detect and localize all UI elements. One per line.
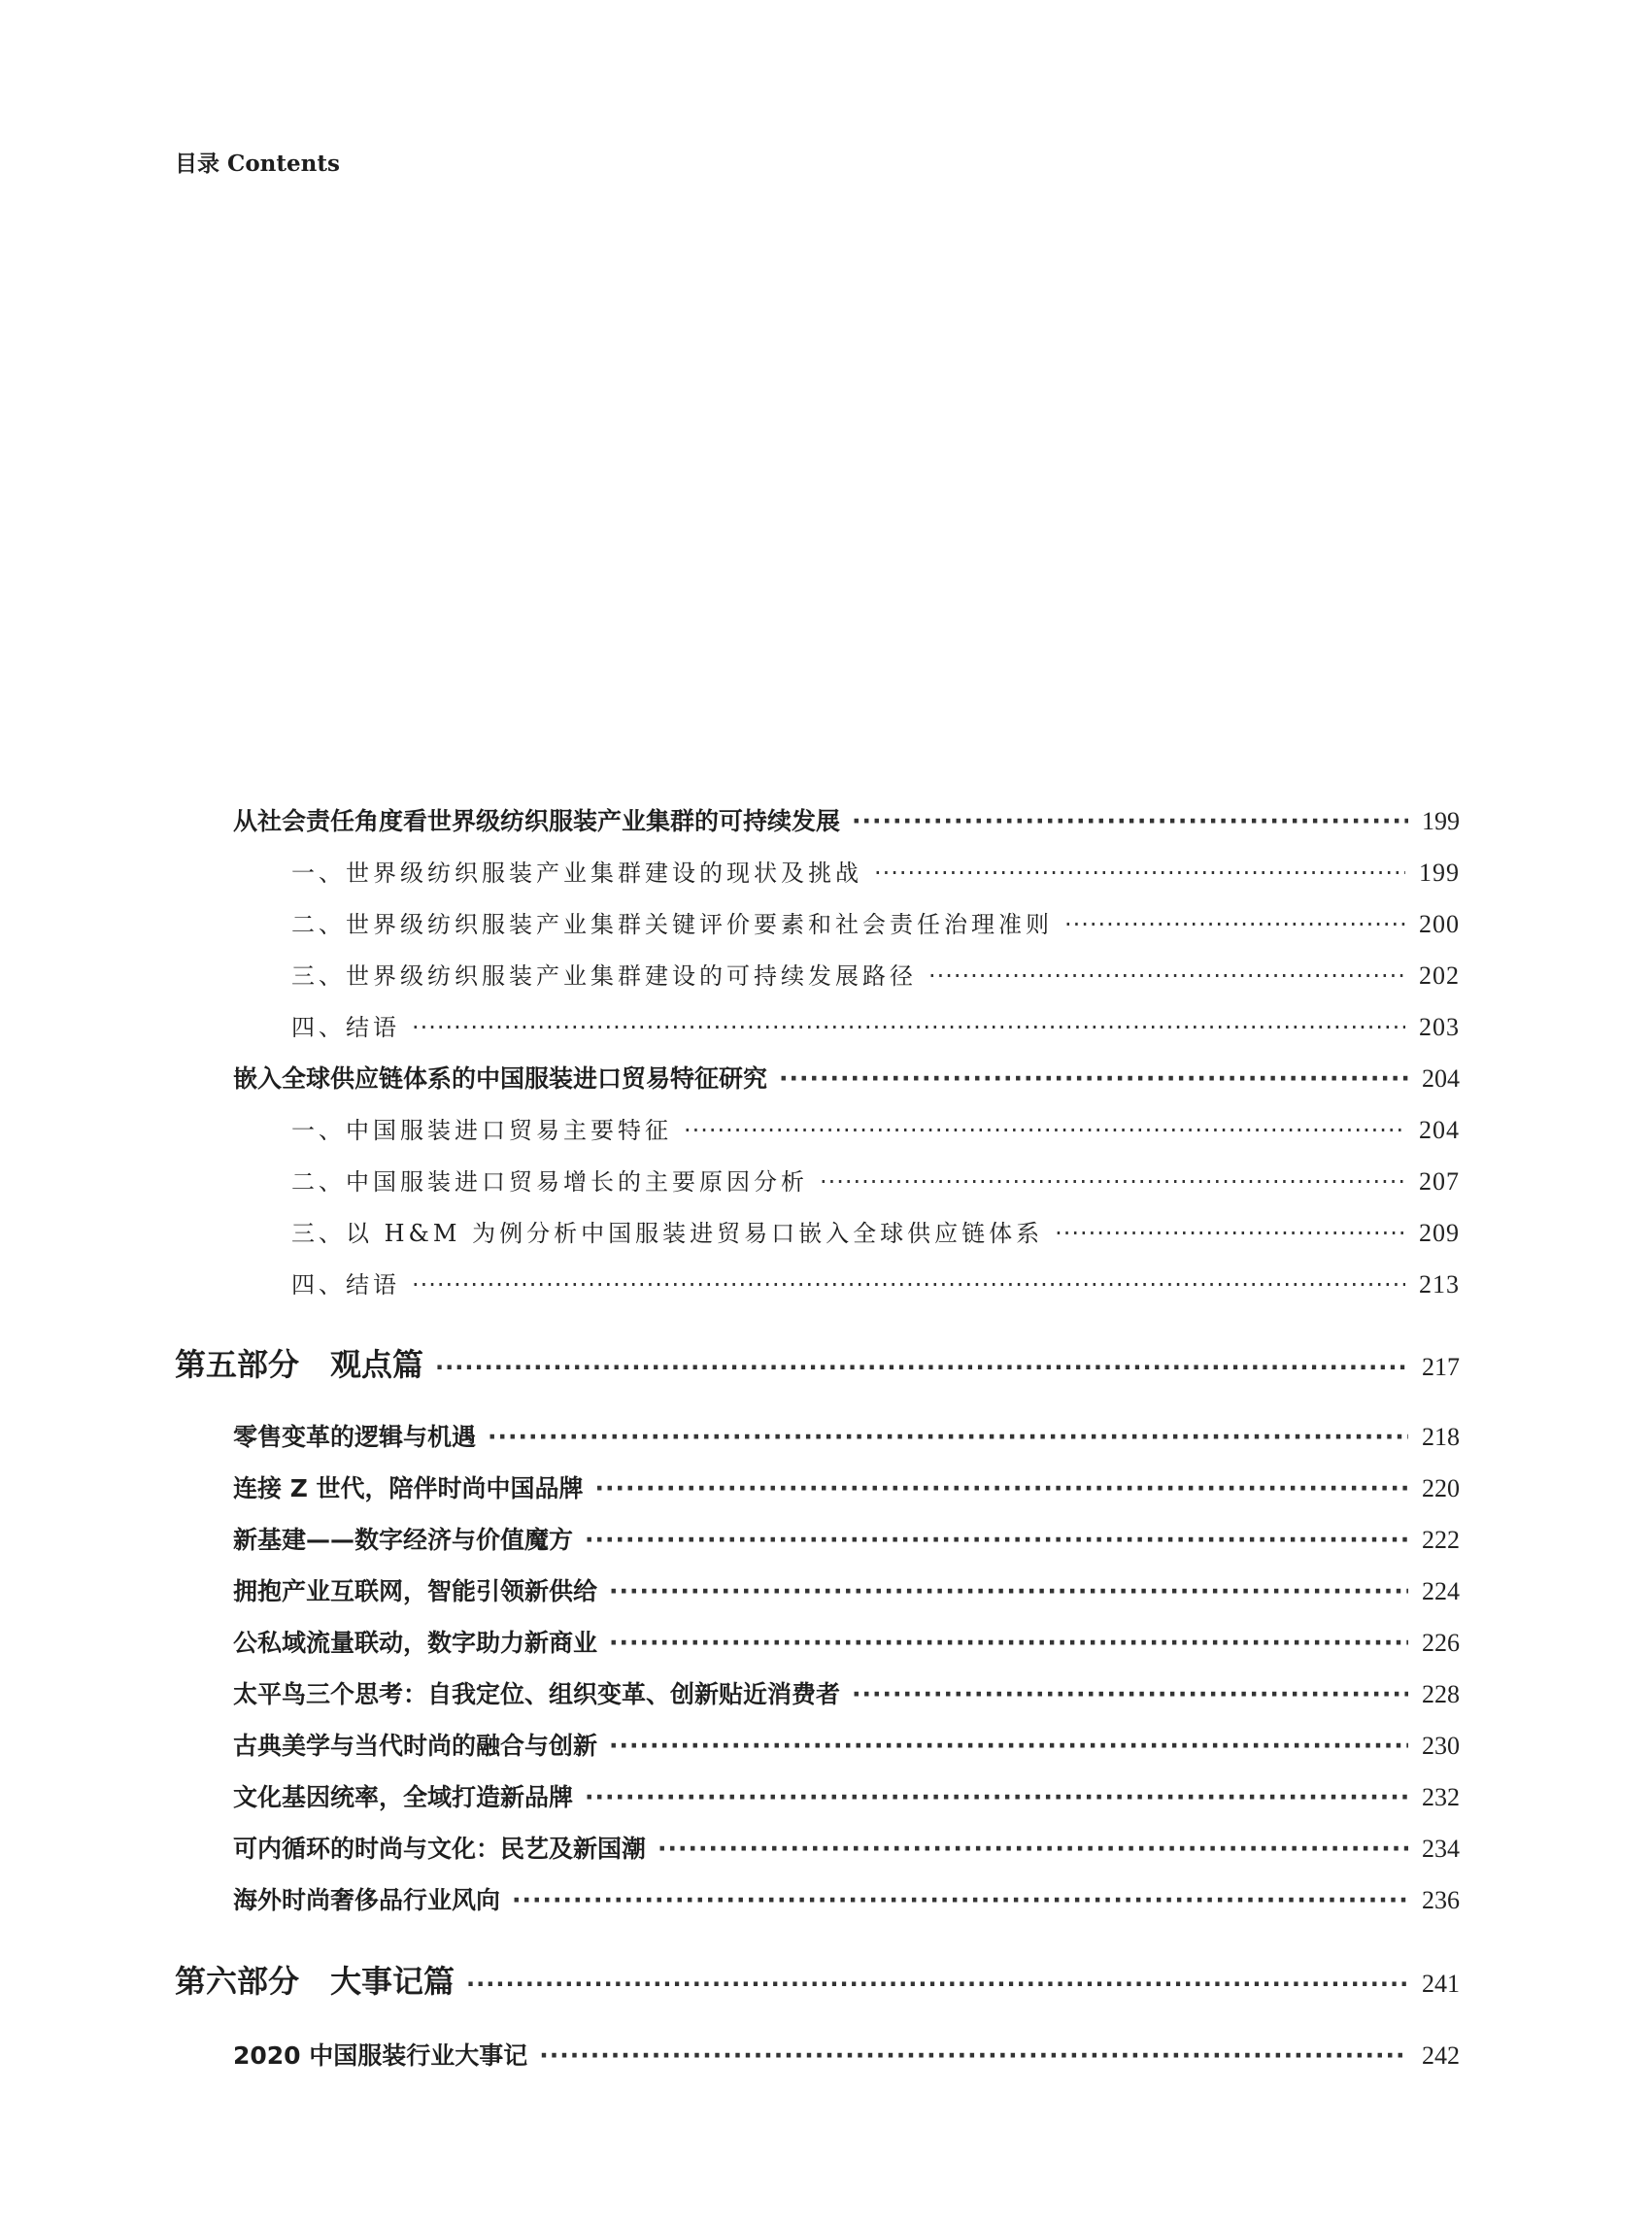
entry-title: 嵌入全球供应链体系的中国服装进口贸易特征研究 bbox=[233, 1064, 768, 1093]
entry-page: 232 bbox=[1422, 1783, 1460, 1811]
dot-leader bbox=[609, 1577, 1408, 1605]
dot-leader bbox=[657, 1835, 1408, 1863]
entry-page: 234 bbox=[1422, 1835, 1460, 1863]
toc-entry-article[interactable] bbox=[233, 1675, 1460, 1710]
toc-entry-article[interactable] bbox=[233, 1060, 1460, 1095]
toc-entry-section[interactable] bbox=[291, 1111, 1460, 1145]
dot-leader bbox=[852, 807, 1408, 835]
entry-title: 二、中国服装进口贸易增长的主要原因分析 bbox=[291, 1168, 808, 1196]
toc-entry-part[interactable] bbox=[175, 1340, 1460, 1385]
toc-entry-article[interactable] bbox=[233, 2037, 1460, 2072]
entry-title: 文化基因统率，全域打造新品牌 bbox=[233, 1783, 574, 1811]
entry-page: 204 bbox=[1422, 1064, 1460, 1093]
toc-entry-section[interactable] bbox=[291, 854, 1460, 888]
toc-entry-section[interactable] bbox=[291, 905, 1460, 939]
toc-entry-article[interactable] bbox=[233, 1727, 1460, 1762]
toc-entry-section[interactable] bbox=[291, 1163, 1460, 1197]
toc-entry-article[interactable] bbox=[233, 1418, 1460, 1453]
dot-leader bbox=[820, 1168, 1405, 1196]
entry-title: 二、世界级纺织服装产业集群关键评价要素和社会责任治理准则 bbox=[291, 911, 1053, 938]
toc-entry-section[interactable] bbox=[291, 957, 1460, 991]
entry-page: 203 bbox=[1419, 1013, 1460, 1041]
toc-header: 目录 Contents bbox=[175, 151, 340, 177]
toc-entry-article[interactable] bbox=[233, 1521, 1460, 1556]
entry-page: 213 bbox=[1419, 1270, 1460, 1298]
entry-page: 242 bbox=[1422, 2041, 1460, 2070]
entry-title: 三、以 H&M 为例分析中国服装进贸易口嵌入全球供应链体系 bbox=[291, 1220, 1044, 1247]
entry-title: 2020 中国服装行业大事记 bbox=[233, 2041, 528, 2070]
entry-title: 四、结语 bbox=[291, 1271, 400, 1298]
entry-page: 200 bbox=[1419, 910, 1460, 938]
dot-leader bbox=[585, 1526, 1408, 1554]
dot-leader bbox=[488, 1423, 1408, 1451]
dot-leader bbox=[512, 1886, 1408, 1914]
entry-page: 209 bbox=[1419, 1219, 1460, 1247]
entry-page: 217 bbox=[1422, 1353, 1460, 1381]
entry-page: 241 bbox=[1422, 1970, 1460, 1998]
toc-entry-section[interactable] bbox=[291, 1008, 1460, 1042]
toc-entry-article[interactable] bbox=[233, 1830, 1460, 1865]
entry-page: 230 bbox=[1422, 1732, 1460, 1760]
entry-page: 199 bbox=[1422, 807, 1460, 835]
entry-page: 222 bbox=[1422, 1526, 1460, 1554]
entry-title: 三、世界级纺织服装产业集群建设的可持续发展路径 bbox=[291, 962, 917, 990]
entry-title: 可内循环的时尚与文化：民艺及新国潮 bbox=[233, 1835, 647, 1863]
entry-page: 236 bbox=[1422, 1886, 1460, 1914]
dot-leader bbox=[874, 860, 1405, 887]
dot-leader bbox=[585, 1783, 1408, 1811]
dot-leader bbox=[412, 1014, 1405, 1041]
entry-page: 218 bbox=[1422, 1423, 1460, 1451]
entry-page: 228 bbox=[1422, 1680, 1460, 1708]
toc-entry-section[interactable] bbox=[291, 1214, 1460, 1248]
toc-entry-article[interactable] bbox=[233, 1572, 1460, 1607]
toc-entry-part[interactable] bbox=[175, 1957, 1460, 2002]
dot-leader bbox=[609, 1629, 1408, 1657]
entry-title: 一、中国服装进口贸易主要特征 bbox=[291, 1117, 672, 1144]
entry-page: 226 bbox=[1422, 1629, 1460, 1657]
entry-title: 一、世界级纺织服装产业集群建设的现状及挑战 bbox=[291, 860, 862, 887]
toc-entry-article[interactable] bbox=[233, 1469, 1460, 1504]
entry-title: 连接 Z 世代，陪伴时尚中国品牌 bbox=[233, 1474, 584, 1502]
entry-page: 199 bbox=[1419, 859, 1460, 887]
entry-title: 从社会责任角度看世界级纺织服装产业集群的可持续发展 bbox=[233, 807, 841, 835]
entry-title: 零售变革的逻辑与机遇 bbox=[233, 1423, 477, 1451]
dot-leader bbox=[609, 1732, 1408, 1760]
entry-title: 古典美学与当代时尚的融合与创新 bbox=[233, 1732, 598, 1760]
dot-leader bbox=[435, 1354, 1408, 1381]
toc-entry-article[interactable] bbox=[233, 1881, 1460, 1916]
entry-title: 第六部分 大事记篇 bbox=[175, 1963, 455, 2000]
entry-title: 新基建——数字经济与价值魔方 bbox=[233, 1526, 574, 1554]
toc-entry-article[interactable] bbox=[233, 802, 1460, 837]
entry-page: 220 bbox=[1422, 1474, 1460, 1502]
entry-title: 海外时尚奢侈品行业风向 bbox=[233, 1886, 501, 1914]
dot-leader bbox=[1064, 911, 1405, 938]
entry-title: 拥抱产业互联网，智能引领新供给 bbox=[233, 1577, 598, 1605]
toc-entry-article[interactable] bbox=[233, 1778, 1460, 1813]
dot-leader bbox=[928, 962, 1405, 990]
entry-title: 公私域流量联动，数字助力新商业 bbox=[233, 1629, 598, 1657]
dot-leader bbox=[779, 1064, 1408, 1093]
entry-title: 太平鸟三个思考：自我定位、组织变革、创新贴近消费者 bbox=[233, 1680, 841, 1708]
dot-leader bbox=[466, 1971, 1408, 1998]
dot-leader bbox=[1055, 1220, 1405, 1247]
entry-page: 202 bbox=[1419, 961, 1460, 990]
dot-leader bbox=[684, 1117, 1405, 1144]
toc-entry-article[interactable] bbox=[233, 1624, 1460, 1659]
dot-leader bbox=[412, 1271, 1405, 1298]
entry-page: 224 bbox=[1422, 1577, 1460, 1605]
dot-leader bbox=[852, 1680, 1408, 1708]
dot-leader bbox=[595, 1474, 1408, 1502]
entry-page: 204 bbox=[1419, 1116, 1460, 1144]
dot-leader bbox=[539, 2041, 1408, 2070]
entry-title: 四、结语 bbox=[291, 1014, 400, 1041]
toc-entry-section[interactable] bbox=[291, 1265, 1460, 1299]
entry-page: 207 bbox=[1419, 1167, 1460, 1196]
entry-title: 第五部分 观点篇 bbox=[175, 1346, 424, 1383]
